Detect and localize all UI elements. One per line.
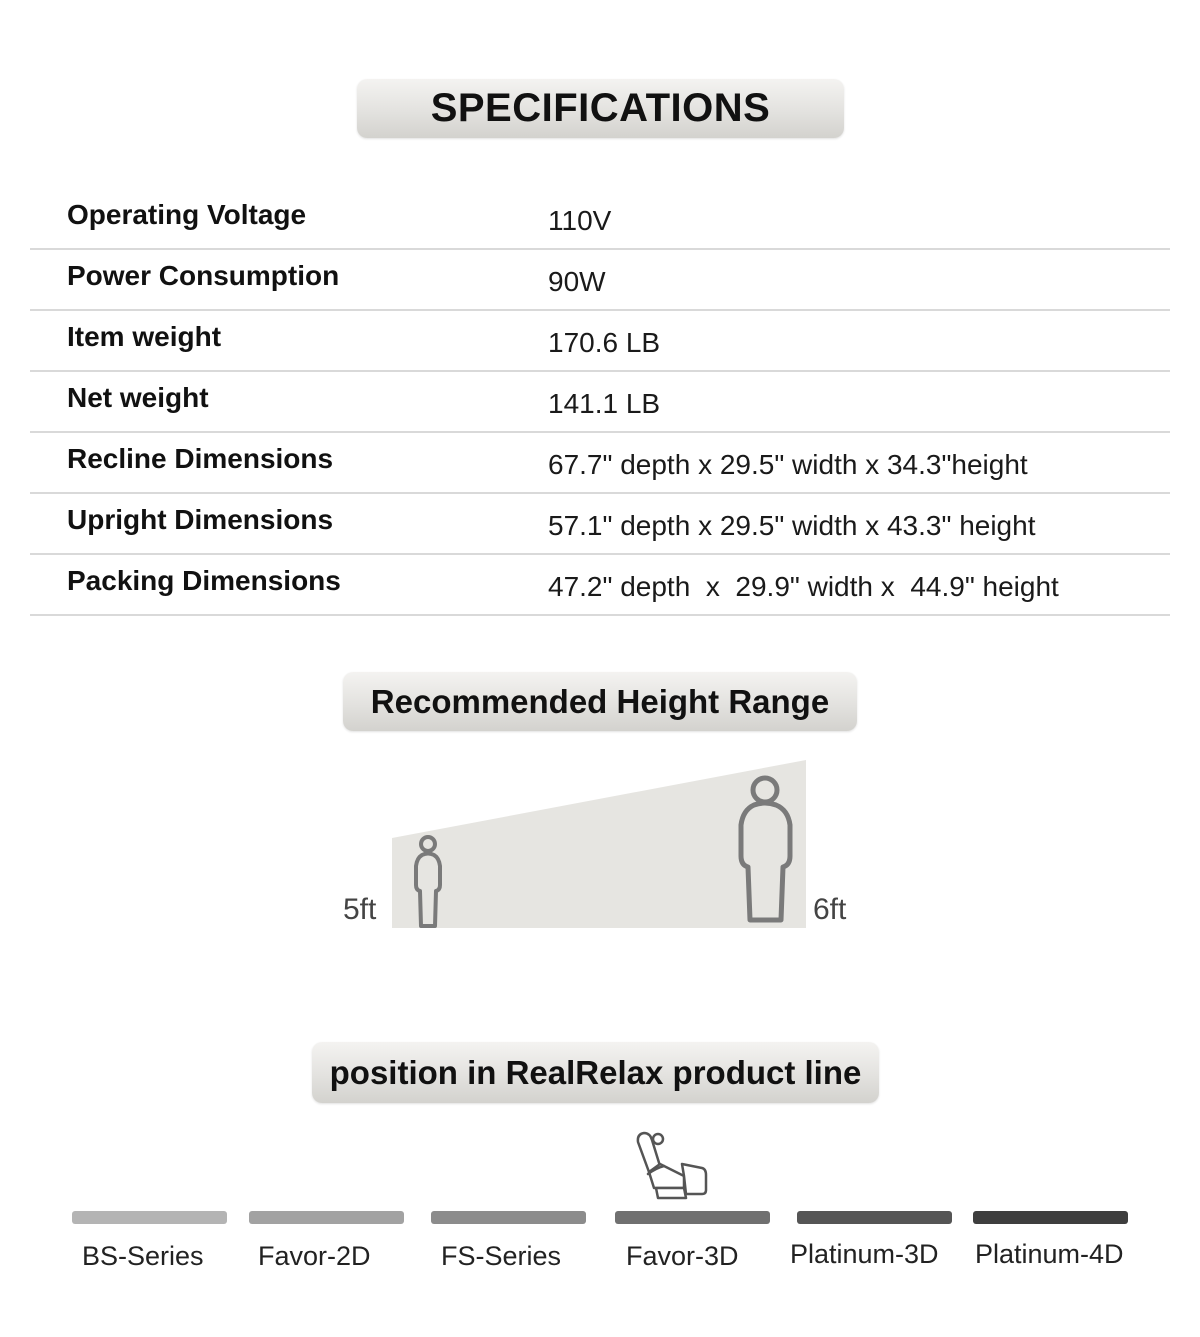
spec-value: 47.2" depth x 29.9" width x 44.9" height	[548, 571, 1059, 602]
product-bar-favor-2d	[249, 1211, 404, 1224]
height-range-graphic	[392, 760, 806, 930]
spec-row-item-weight	[30, 309, 1170, 372]
product-bar-fs-series	[431, 1211, 586, 1224]
height-min-label: 5ft	[343, 893, 377, 926]
spec-label: Upright Dimensions	[67, 504, 334, 535]
product-label: Platinum-4D	[975, 1239, 1124, 1269]
spec-label: Recline Dimensions	[67, 443, 334, 474]
spec-row-recline-dimensions	[30, 431, 1170, 494]
product-bar-platinum-3d	[797, 1211, 952, 1224]
height-range-wedge	[392, 760, 806, 928]
height-range-title: Recommended Height Range	[343, 672, 857, 731]
product-label: Favor-2D	[258, 1241, 371, 1271]
spec-row-power-consumption	[30, 248, 1170, 311]
spec-row-operating-voltage	[30, 187, 1170, 250]
spec-row-upright-dimensions	[30, 492, 1170, 555]
height-max-label: 6ft	[813, 893, 847, 926]
spec-label: Operating Voltage	[67, 199, 307, 230]
product-label: Favor-3D	[626, 1241, 739, 1271]
spec-value: 67.7" depth x 29.5" width x 34.3"height	[548, 449, 1028, 480]
spec-row-packing-dimensions	[30, 553, 1170, 616]
massage-chair-icon	[634, 1130, 710, 1204]
spec-value: 110V	[548, 205, 612, 236]
product-bar-bs-series	[72, 1211, 227, 1224]
product-bar-favor-3d	[615, 1211, 770, 1224]
product-bar-platinum-4d	[973, 1211, 1128, 1224]
product-label: BS-Series	[82, 1241, 204, 1271]
spec-value: 170.6 LB	[548, 327, 661, 358]
spec-value: 141.1 LB	[548, 388, 661, 419]
spec-value: 57.1" depth x 29.5" width x 43.3" height	[548, 510, 1036, 541]
product-line-title: position in RealRelax product line	[312, 1042, 879, 1103]
product-label: Platinum-3D	[790, 1239, 939, 1269]
spec-label: Item weight	[67, 321, 222, 352]
spec-row-net-weight	[30, 370, 1170, 433]
spec-value: 90W	[548, 266, 606, 297]
product-label: FS-Series	[441, 1241, 562, 1271]
spec-label: Power Consumption	[67, 260, 340, 291]
spec-label: Packing Dimensions	[67, 565, 341, 596]
spec-label: Net weight	[67, 382, 209, 413]
specifications-title: SPECIFICATIONS	[357, 79, 844, 138]
